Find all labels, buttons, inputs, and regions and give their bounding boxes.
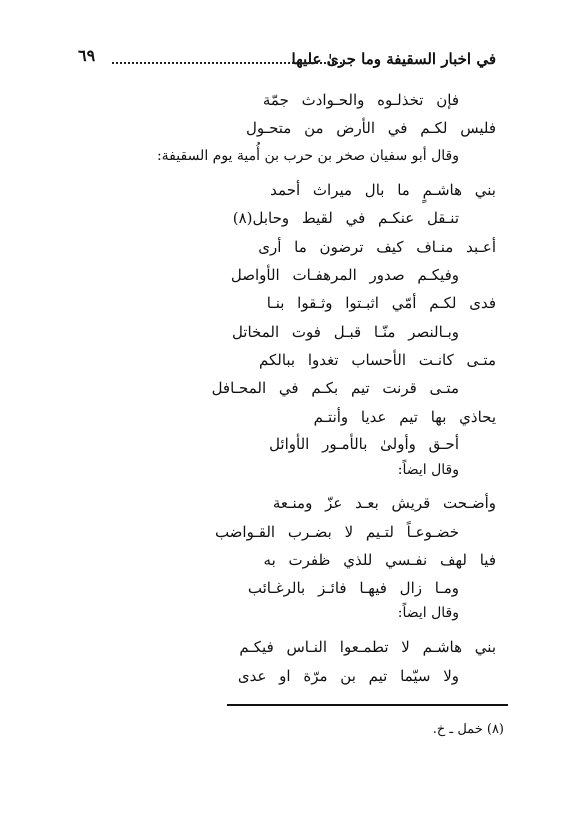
verse-line: تنـقل عنكـم في لقيط وحابل(٨) <box>232 209 459 227</box>
footnote-separator <box>227 704 508 706</box>
verse-line: ولا سيّما تيم بن مرّة او عدى <box>237 667 459 685</box>
verse-line: بني هاشـمٍ ما بال ميراث أحمد <box>270 181 496 199</box>
verse-line: متـى كانـت الأحساب تغدوا ببالكم <box>259 351 496 369</box>
verse-line: ومـا زال فيهـا فائـز بالرغـائب <box>247 579 459 597</box>
verse-line: متـى قرنت تيم بكـم في المحـافل <box>211 379 459 397</box>
verse-line: وبـالنصر منّـا قبـل فوت المخاتل <box>231 323 459 341</box>
running-header <box>78 46 496 74</box>
header-title: في اخبار السقيفة وما جرىٰ عليها <box>291 50 496 68</box>
verse-line: فليس لكـم في الأرض من متحـول <box>246 119 496 137</box>
verse-line: وأضـحت قريش بعـد عزّ ومنـعة <box>272 494 496 512</box>
verse-line: فإن تخذلـوه والحـوادث جمّة <box>262 91 459 109</box>
verse-line: فيا لهف نفـسي للذي ظفرت به <box>263 551 496 569</box>
verse-line: أعـبد منـاف كيف ترضون ما أرى <box>258 238 496 256</box>
page-number: ٦٩ <box>78 46 96 65</box>
verse-line: يحاذي بها تيم عديا وأنتـم <box>313 408 496 426</box>
footnote: (٨) خمل ـ خ. <box>432 722 504 737</box>
verse-line: فدى لكـم أمّي اثبـتوا وثـقوا بنـا <box>266 294 496 312</box>
verse-line: بني هاشـم لا تطمـعوا النـاس فيكـم <box>239 638 496 656</box>
verse-line: أحـق وأولىٰ بالأمـور الأوائل <box>269 435 459 453</box>
prose-line: وقال ايضاً: <box>397 462 459 478</box>
header-leader-dots <box>112 62 346 64</box>
verse-line: خضـوعـاً لتـيم لا بضـرب القـواضب <box>214 523 459 541</box>
prose-line: وقال ايضاً: <box>397 605 459 621</box>
prose-line: وقال أبو سفيان صخر بن حرب بن أُمية يوم السقيفة: <box>156 148 459 164</box>
verse-line: وفيكـم صدور المرهفـات الأواصل <box>230 266 459 284</box>
